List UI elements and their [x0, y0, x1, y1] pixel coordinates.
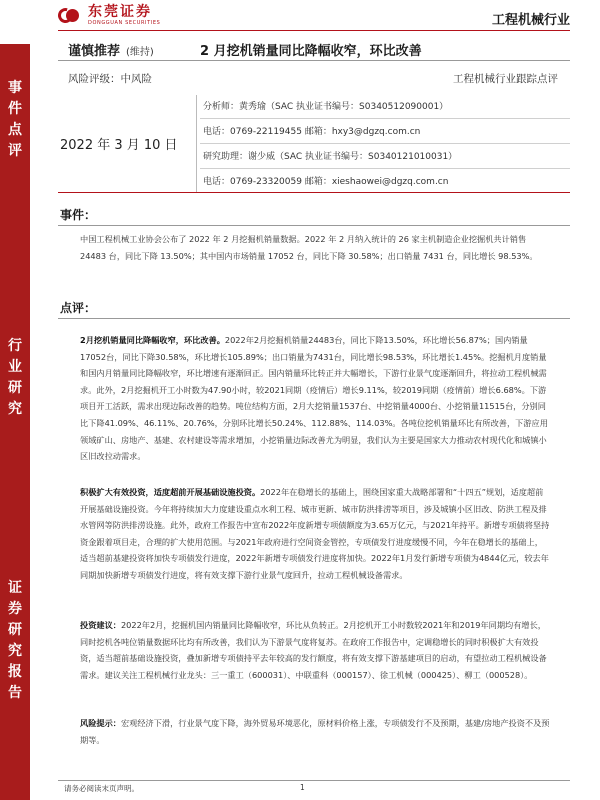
paragraph-investment	[80, 484, 550, 584]
commentary-heading: 点评：	[60, 301, 97, 315]
logo-icon	[58, 6, 82, 26]
title-divider	[58, 60, 570, 61]
logo-english-name: DONGGUAN SECURITIES	[88, 20, 161, 26]
assistant-line: 研究助理：谢少威（SAC 执业证书编号：S0340121010031）	[203, 152, 458, 162]
disclaimer-note: 请务必阅读末页声明。	[64, 784, 139, 793]
report-type: 工程机械行业跟踪点评	[453, 73, 558, 85]
sidebar-label-event-review: 事件点评	[8, 80, 22, 159]
company-logo	[58, 5, 160, 27]
paragraph-lead: 风险提示：	[80, 718, 121, 728]
paragraph-lead: 2月挖机销量同比降幅收窄，环比改善。	[80, 335, 225, 345]
paragraph-lead: 积极扩大有效投资，适度超前开展基础设施投资。	[80, 487, 261, 497]
rating-status: (维持)	[126, 47, 154, 58]
footer-divider	[58, 780, 570, 781]
industry-title: 工程机械行业	[491, 13, 570, 28]
sidebar-label-industry-research: 行业研究	[8, 338, 22, 417]
event-heading: 事件：	[60, 208, 97, 222]
paragraph-recommendation	[80, 617, 550, 683]
report-title: 2 月挖机销量同比降幅收窄，环比改善	[200, 44, 422, 59]
event-body: 中国工程机械工业协会公布了 2022 年 2 月挖掘机销量数据。2022 年 2 月纳入统计的 26 家主机制造企业挖掘机共计销售 24483 台，同比下降 13.50%；其中国内市场销量 17052 台，同比下降 30.58%；出口销量 7431 台，同比增长 98.53%。	[80, 234, 538, 261]
header-divider	[58, 30, 570, 31]
event-rule	[58, 225, 570, 226]
info-rule	[200, 168, 570, 169]
paragraph-text: 2022年在稳增长的基础上，围绕国家重大战略部署和“十四五”规划，适度超前开展基础设施投资。今年将持续加大力度建设重点水利工程、城市更新、城市防洪排涝等项目，涉及城镇小区旧改、防洪工程及排水管网等防洪排涝设施。此外，政府工作报告中宣布2022年度新增专项债额度为3.65万亿元，与2021年持平。新增专项债将坚持资金跟着项目走，合理的扩大使用范围。与2021年政府进行空间资金管控，专项债发行进度缓慢不同，今年在稳增长的基础上，适当超前基建投资将加快专项债发行进度，2022年新增专项债发行进度将加快。2022年1月发行新增专项债为4844亿元，较去年同期加快新增专项债发行进度，将有效支撑下游行业景气度回升，拉动工程机械设备需求。	[80, 487, 550, 580]
risk-rating: 风险评级：中风险	[68, 73, 152, 85]
paragraph-risk	[80, 715, 550, 748]
paragraph-text: 宏观经济下滑，行业景气度下降，海外贸易环境恶化，原材料价格上涨，专项债发行不及预期，基建/房地产投资不及预期等。	[80, 718, 550, 745]
paragraph-text: 2022年2月，挖掘机国内销量同比降幅收窄，环比从负转正。2月挖机开工小时数较2021年和2019年同期均有增长，同时挖机各吨位销量数据环比均有所改善，我们认为下游景气度将复苏。在政府工作报告中，定调稳增长的同时积极扩大有效投资，适当超前基础设施投资，叠加新增专项债持平去年较高的发行额度，将有效支撑下游基建项目的启动，有望拉动工程机械设备需求。建议关注工程机械行业龙头：三一重工（600031）、中联重科（000157）、徐工机械（000425）、柳工（000528）。	[80, 620, 547, 680]
logo-name: 东莞证券	[88, 4, 152, 20]
page-number: 1	[300, 783, 305, 792]
sidebar	[0, 44, 30, 800]
sidebar-label-securities-report: 证券研究报告	[8, 580, 22, 701]
section-divider	[58, 192, 570, 193]
rating	[68, 40, 154, 59]
info-rule	[200, 143, 570, 144]
analyst-line: 分析师：黄秀瑜（SAC 执业证书编号：S0340512090001）	[203, 102, 449, 112]
assistant-contact: 电话：0769-23320059 邮箱：xieshaowei@dgzq.com.cn	[203, 177, 449, 187]
info-divider	[196, 95, 197, 193]
paragraph-lead: 投资建议：	[80, 620, 121, 630]
paragraph-text: 2022年2月挖掘机销量24483台，同比下降13.50%，环比增长56.87%；国内销量17052台，同比下降30.58%，环比增长105.89%；出口销量为7431台，同比增长98.53%，环比增长1.45%。挖掘机月度销量和国内月销量同比降幅收窄，环比增速有逐渐回正。国内销量环比转正并大幅增长，下游行业景气度逐渐回升，将拉动工程机械需求。此外，2月挖掘机开工小时数为47.90小时，较2021同期（疫情后）增长9.11%，较2019同期（疫情前）增长6.68%。下游项目开工活跃，需求出现边际改善的趋势。吨位结构方面，2月大挖销量1537台、中挖销量4000台、小挖销量11515台，分别同比下降41.09%、46.11%、20.76%，分别环比增长50.24%、112.88%、114.03%。各吨位挖机销量环比有所改善，下游应用领域矿山、房地产、基建、农村建设等需求增加，小挖销量边际改善尤为明显，我们认为主要是国家大力推动农村现代化和城镇小区旧改拉动需求。	[80, 335, 548, 462]
paragraph-sales	[80, 332, 550, 465]
rating-value: 谨慎推荐	[68, 44, 121, 59]
analyst-contact: 电话：0769-22119455 邮箱：hxy3@dgzq.com.cn	[203, 127, 421, 137]
commentary-rule	[58, 318, 570, 319]
report-date: 2022 年 3 月 10 日	[60, 138, 178, 153]
info-rule	[200, 118, 570, 119]
